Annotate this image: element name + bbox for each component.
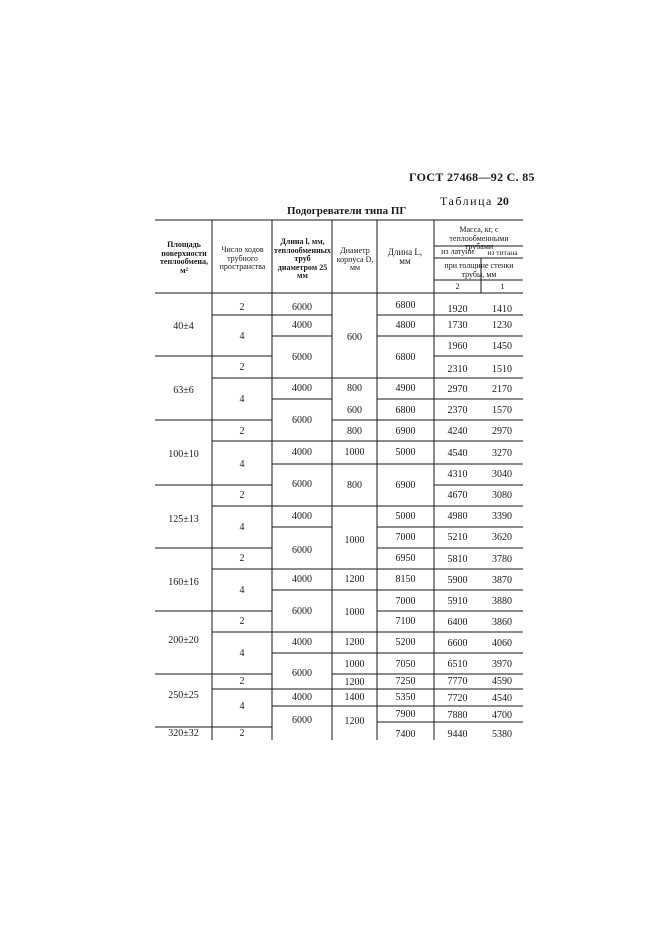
mass-brass-cell: 4670	[447, 490, 468, 501]
header-area: Площадь поверхности теплообмена, м²	[159, 240, 209, 275]
length-L-cell: 5200	[395, 637, 416, 648]
passes-cell: 4	[239, 585, 245, 596]
passes-cell: 2	[239, 676, 245, 687]
passes-cell: 4	[239, 331, 245, 342]
mass-brass-cell: 6400	[447, 617, 468, 628]
passes-cell: 2	[239, 553, 245, 564]
mass-brass-cell: 5900	[447, 575, 468, 586]
length-L-cell: 7250	[395, 676, 416, 687]
length-L-cell: 6950	[395, 553, 416, 564]
passes-cell: 2	[239, 490, 245, 501]
area-cell: 250±25	[168, 690, 199, 701]
header-diameter: Диаметр корпуса D, мм	[336, 246, 374, 272]
length-L-cell: 6800	[395, 352, 416, 363]
length-l-cell: 4000	[292, 320, 312, 331]
passes-cell: 4	[239, 522, 245, 533]
length-L-cell: 6900	[395, 426, 416, 437]
diameter-cell: 600	[347, 405, 362, 416]
length-L-cell: 7050	[395, 659, 416, 670]
length-l-cell: 4000	[292, 692, 312, 703]
header-titanium: из титана	[487, 248, 518, 257]
diameter-cell: 1000	[344, 447, 365, 458]
mass-titanium-cell: 3860	[492, 617, 512, 628]
mass-brass-cell: 2970	[447, 384, 468, 395]
mass-brass-cell: 5810	[447, 554, 468, 565]
passes-cell: 2	[239, 728, 245, 739]
diameter-cell: 800	[347, 383, 362, 394]
mass-brass-cell: 1730	[447, 320, 468, 331]
mass-titanium-cell: 3880	[492, 596, 512, 607]
mass-brass-cell: 2310	[447, 364, 468, 375]
passes-cell: 2	[239, 616, 245, 627]
passes-cell: 2	[239, 302, 245, 313]
mass-brass-cell: 5210	[447, 532, 468, 543]
mass-titanium-cell: 5380	[492, 729, 512, 740]
length-l-cell: 4000	[292, 574, 312, 585]
mass-titanium-cell: 2170	[492, 384, 512, 395]
mass-titanium-cell: 1510	[492, 364, 512, 375]
mass-titanium-cell: 2970	[492, 426, 512, 437]
length-L-cell: 7400	[395, 729, 416, 740]
mass-brass-cell: 7720	[447, 693, 468, 704]
mass-brass-cell: 6510	[447, 659, 468, 670]
diameter-cell: 1200	[344, 677, 365, 688]
mass-titanium-cell: 4590	[492, 676, 512, 687]
mass-brass-cell: 1920	[447, 304, 468, 315]
mass-titanium-cell: 3870	[492, 575, 512, 586]
diameter-cell: 800	[347, 426, 362, 437]
diameter-cell: 1200	[344, 574, 365, 585]
mass-brass-cell: 4310	[447, 469, 468, 480]
diameter-cell: 1000	[344, 535, 365, 546]
table-title: Подогреватели типа ПГ	[287, 205, 407, 217]
passes-cell: 2	[239, 362, 245, 373]
diameter-cell: 1200	[344, 637, 365, 648]
header-wall: при толщине стенки трубы, мм	[444, 261, 514, 279]
diameter-cell: 1400	[344, 692, 365, 703]
length-l-cell: 6000	[292, 415, 312, 426]
length-l-cell: 4000	[292, 511, 312, 522]
mass-brass-cell: 4540	[447, 448, 468, 459]
mass-titanium-cell: 3780	[492, 554, 512, 565]
length-l-cell: 4000	[292, 637, 312, 648]
header-passes: Число ходов трубного пространства	[219, 245, 266, 271]
area-cell: 125±13	[168, 514, 199, 525]
header-length-l: Длина l, мм, теплообменных труб диаметром 25 мм	[274, 237, 331, 280]
length-L-cell: 7900	[395, 709, 416, 720]
length-L-cell: 5000	[395, 511, 416, 522]
passes-cell: 4	[239, 394, 245, 405]
length-l-cell: 4000	[292, 447, 312, 458]
mass-titanium-cell: 1230	[492, 320, 512, 331]
mass-brass-cell: 4980	[447, 511, 468, 522]
mass-titanium-cell: 4060	[492, 638, 512, 649]
mass-brass-cell: 9440	[447, 729, 468, 740]
document-code: ГОСТ 27468—92 С. 85	[409, 170, 535, 184]
length-L-cell: 7100	[395, 616, 416, 627]
area-cell: 63±6	[173, 385, 194, 396]
area-cell: 320±32	[168, 728, 199, 739]
header-mass: Масса, кг, с теплообменными трубами	[449, 225, 509, 251]
length-l-cell: 6000	[292, 668, 312, 679]
passes-cell: 2	[239, 426, 245, 437]
diameter-cell: 1000	[344, 659, 365, 670]
mass-titanium-cell: 1410	[492, 304, 512, 315]
length-L-cell: 7000	[395, 532, 416, 543]
mass-titanium-cell: 3270	[492, 448, 512, 459]
mass-titanium-cell: 4700	[492, 710, 512, 721]
diameter-cell: 1000	[344, 607, 365, 618]
area-cell: 100±10	[168, 449, 199, 460]
area-cell: 200±20	[168, 635, 199, 646]
area-cell: 160±16	[168, 577, 199, 588]
passes-cell: 4	[239, 648, 245, 659]
passes-cell: 4	[239, 701, 245, 712]
length-L-cell: 8150	[395, 574, 416, 585]
mass-brass-cell: 5910	[447, 596, 468, 607]
diameter-cell: 800	[347, 480, 362, 491]
header-wall-brass: 2	[455, 282, 460, 291]
length-L-cell: 5350	[395, 692, 416, 703]
length-L-cell: 6800	[395, 300, 416, 311]
area-cell: 40±4	[173, 321, 194, 332]
table-word: Таблица	[440, 194, 493, 208]
header-brass: из латуни	[441, 247, 474, 256]
passes-cell: 4	[239, 459, 245, 470]
length-l-cell: 6000	[292, 302, 312, 313]
mass-titanium-cell: 1570	[492, 405, 512, 416]
length-L-cell: 6900	[395, 480, 416, 491]
length-l-cell: 6000	[292, 606, 312, 617]
length-L-cell: 6800	[395, 405, 416, 416]
mass-titanium-cell: 4540	[492, 693, 512, 704]
header-length-L: Длина L, мм	[387, 247, 423, 266]
diameter-cell: 1200	[344, 716, 365, 727]
mass-brass-cell: 7770	[447, 676, 468, 687]
mass-titanium-cell: 1450	[492, 341, 512, 352]
diameter-cell: 600	[347, 332, 362, 343]
length-l-cell: 6000	[292, 479, 312, 490]
mass-titanium-cell: 3080	[492, 490, 512, 501]
header-wall-titanium: 1	[500, 282, 505, 291]
mass-brass-cell: 7880	[447, 710, 468, 721]
length-L-cell: 5000	[395, 447, 416, 458]
mass-titanium-cell: 3040	[492, 469, 512, 480]
length-l-cell: 6000	[292, 715, 312, 726]
mass-brass-cell: 4240	[447, 426, 468, 437]
length-L-cell: 4900	[395, 383, 416, 394]
mass-brass-cell: 1960	[447, 341, 468, 352]
table-number: 20	[496, 194, 509, 208]
length-L-cell ul: 7000	[395, 596, 416, 607]
mass-titanium-cell: 3620	[492, 532, 512, 543]
length-L-cell: 4800	[395, 320, 416, 331]
length-l-cell: 6000	[292, 352, 312, 363]
mass-brass-cell: 2370	[447, 405, 468, 416]
length-l-cell: 4000	[292, 383, 312, 394]
mass-titanium-cell: 3970	[492, 659, 512, 670]
mass-brass-cell: 6600	[447, 638, 468, 649]
mass-titanium-cell: 3390	[492, 511, 512, 522]
length-l-cell: 6000	[292, 545, 312, 556]
